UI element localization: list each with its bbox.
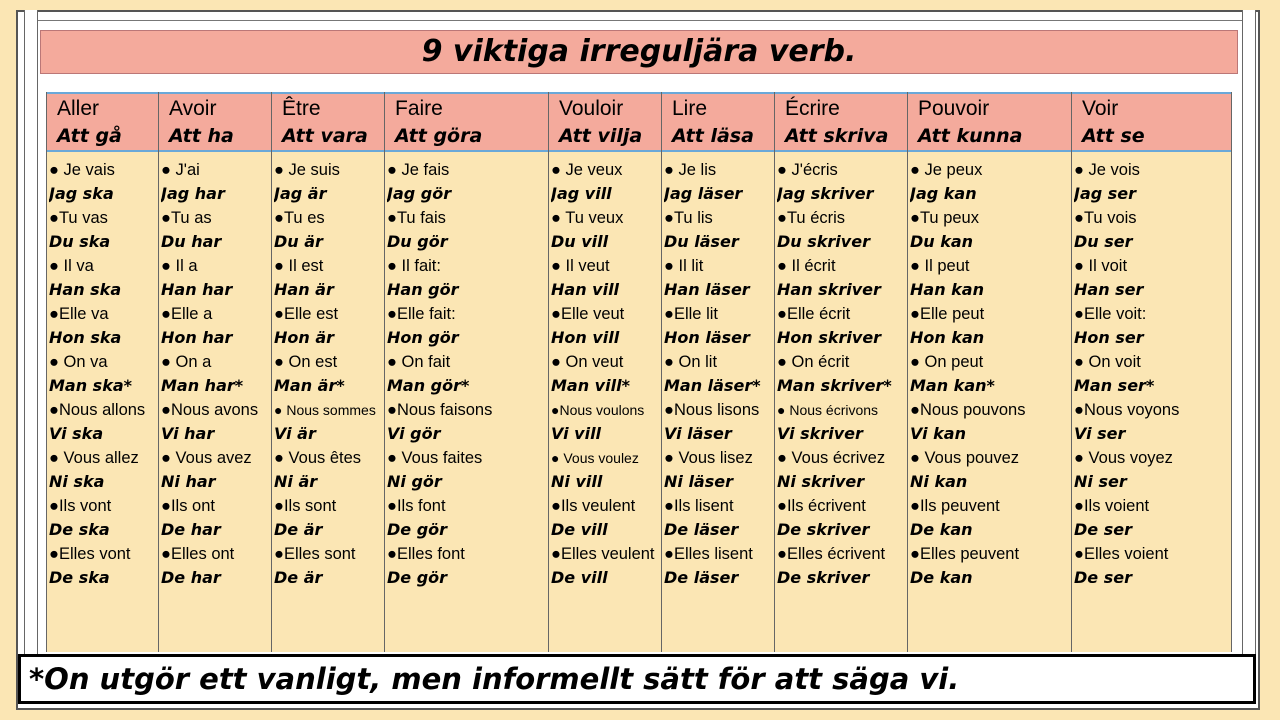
french-form: ●Nous avons [161, 401, 259, 419]
french-form: ● Je peux [910, 161, 983, 179]
swedish-form: De ser [1074, 568, 1132, 587]
french-form: ● Nous écrivons [777, 402, 879, 418]
verb-column [549, 92, 662, 652]
swedish-form: Ni ser [1074, 472, 1127, 491]
french-form: ●Elles sont [274, 545, 356, 563]
french-form: ●Ils font [387, 497, 446, 515]
verb-header [908, 92, 1071, 152]
verb-column [1072, 92, 1232, 652]
french-form: ● Vous voyez [1074, 449, 1173, 467]
swedish-form: Ni vill [551, 472, 603, 491]
swedish-form: Hon är [274, 328, 335, 347]
swedish-form: Man läser* [664, 376, 761, 395]
french-form: ●Elle veut [551, 305, 625, 323]
swedish-form: De ser [1074, 520, 1132, 539]
swedish-form: Ni kan [910, 472, 968, 491]
french-form: ● Vous lisez [664, 449, 753, 467]
french-form: ● Il voit [1074, 257, 1128, 275]
swedish-form: Du skriver [777, 232, 870, 251]
french-form: ●Tu as [161, 209, 212, 227]
french-form: ●Nous faisons [387, 401, 493, 419]
french-form: ● On va [49, 353, 108, 371]
left-pillar [24, 10, 38, 680]
french-form: ● On a [161, 353, 212, 371]
french-form: ● On est [274, 353, 338, 371]
swedish-form: De skriver [777, 520, 870, 539]
swedish-form: Hon ska [49, 328, 122, 347]
verb-column [385, 92, 549, 652]
french-form: ●Tu peux [910, 209, 979, 227]
verb-french: Lire [672, 97, 708, 120]
french-form: ● Il va [49, 257, 94, 275]
french-form: ●Elle lit [664, 305, 718, 323]
french-form: ● On écrit [777, 353, 850, 371]
verb-column [272, 92, 385, 652]
french-form: ● Je veux [551, 161, 623, 179]
verb-french: Voir [1082, 97, 1119, 120]
swedish-form: Han skriver [777, 280, 881, 299]
swedish-form: De har [161, 520, 221, 539]
french-form: ● Vous avez [161, 449, 252, 467]
swedish-form: Hon har [161, 328, 233, 347]
swedish-form: Hon läser [664, 328, 750, 347]
swedish-form: De ska [49, 520, 110, 539]
swedish-form: Ni är [274, 472, 318, 491]
french-form: ● Vous pouvez [910, 449, 1020, 467]
verb-column [908, 92, 1072, 652]
french-form: ●Elles font [387, 545, 465, 563]
french-form: ●Elles vont [49, 545, 131, 563]
french-form: ●Nous lisons [664, 401, 760, 419]
verb-column [159, 92, 272, 652]
verb-french: Aller [57, 97, 100, 120]
swedish-form: Du vill [551, 232, 609, 251]
french-form: ● Je vois [1074, 161, 1140, 179]
french-form: ● Il est [274, 257, 324, 275]
swedish-form: Han är [274, 280, 334, 299]
swedish-form: Ni ska [49, 472, 105, 491]
swedish-form: Han ska [49, 280, 122, 299]
verb-french: Pouvoir [918, 97, 990, 120]
french-form: ●Elle peut [910, 305, 985, 323]
french-form: ● Il veut [551, 257, 610, 275]
french-form: ●Ils veulent [551, 497, 636, 515]
verb-column [775, 92, 908, 652]
french-form: ● Vous êtes [274, 449, 362, 467]
swedish-form: Han läser [664, 280, 750, 299]
swedish-form: Vi vill [551, 424, 602, 443]
french-form: ●Nous allons [49, 401, 146, 419]
verb-swedish: Att vilja [559, 125, 643, 147]
french-form: ●Ils sont [274, 497, 337, 515]
verb-header [1072, 92, 1231, 152]
french-form: ●Ils lisent [664, 497, 734, 515]
french-form: ● Je vais [49, 161, 115, 179]
french-form: ● On fait [387, 353, 451, 371]
french-form: ●Nous voulons [551, 402, 645, 418]
swedish-form: Hon skriver [777, 328, 882, 347]
swedish-form: Vi är [274, 424, 316, 443]
swedish-form: Du gör [387, 232, 448, 251]
right-pillar [1242, 10, 1256, 680]
french-form: ● Vous voulez [551, 450, 639, 466]
french-form: ●Elle fait: [387, 305, 456, 323]
swedish-form: Han ser [1074, 280, 1144, 299]
swedish-form: Jag ser [1074, 184, 1137, 203]
verb-column [46, 92, 159, 652]
french-form: ● Je lis [664, 161, 717, 179]
swedish-form: Jag gör [387, 184, 452, 203]
swedish-form: Du ser [1074, 232, 1133, 251]
verb-swedish: Att ha [169, 125, 234, 147]
french-form: ●Elles lisent [664, 545, 753, 563]
french-form: ●Ils peuvent [910, 497, 1000, 515]
swedish-form: Jag vill [551, 184, 612, 203]
french-form: ●Ils ont [161, 497, 215, 515]
french-form: ● On veut [551, 353, 624, 371]
swedish-form: Du läser [664, 232, 739, 251]
verb-french: Faire [395, 97, 443, 120]
french-form: ●Elles écrivent [777, 545, 886, 563]
conjugation-list [549, 152, 661, 590]
french-form: ●Tu es [274, 209, 325, 227]
swedish-form: Vi ser [1074, 424, 1126, 443]
swedish-form: De gör [387, 520, 448, 539]
swedish-form: Man är* [274, 376, 345, 395]
swedish-form: Hon kan [910, 328, 985, 347]
french-form: ● Vous écrivez [777, 449, 886, 467]
french-form: ●Elles voient [1074, 545, 1169, 563]
verb-french: Être [282, 97, 321, 120]
swedish-form: Du kan [910, 232, 974, 251]
french-form: ●Ils écrivent [777, 497, 866, 515]
swedish-form: De läser [664, 520, 739, 539]
french-form: ● Vous faites [387, 449, 483, 467]
french-form: ●Nous voyons [1074, 401, 1180, 419]
verb-swedish: Att skriva [785, 125, 889, 147]
footnote-box [18, 654, 1256, 704]
conjugation-list [662, 152, 774, 590]
french-form: ●Elle est [274, 305, 339, 323]
conjugation-list [775, 152, 907, 590]
verb-header [662, 92, 774, 152]
swedish-form: Vi skriver [777, 424, 863, 443]
conjugation-list [47, 152, 158, 590]
verb-header [159, 92, 271, 152]
title-banner [40, 30, 1238, 74]
conjugation-list [272, 152, 384, 590]
verb-table [46, 92, 1232, 652]
french-form: ●Tu lis [664, 209, 713, 227]
swedish-form: Du har [161, 232, 222, 251]
swedish-form: Hon ser [1074, 328, 1144, 347]
conjugation-list [159, 152, 271, 590]
swedish-form: Han gör [387, 280, 459, 299]
swedish-form: Jag skriver [777, 184, 874, 203]
verb-swedish: Att vara [282, 125, 368, 147]
conjugation-list [908, 152, 1071, 590]
swedish-form: Han har [161, 280, 233, 299]
swedish-form: De läser [664, 568, 739, 587]
french-form: ●Elles peuvent [910, 545, 1020, 563]
swedish-form: Ni läser [664, 472, 733, 491]
verb-header [775, 92, 907, 152]
french-form: ● Je suis [274, 161, 340, 179]
swedish-form: Man skriver* [777, 376, 892, 395]
page-title: 9 viktiga irreguljära verb. [421, 34, 857, 69]
french-form: ● J'ai [161, 161, 200, 179]
swedish-form: De skriver [777, 568, 870, 587]
verb-french: Avoir [169, 97, 217, 120]
swedish-form: De har [161, 568, 221, 587]
swedish-form: Man kan* [910, 376, 995, 395]
swedish-form: Du ska [49, 232, 111, 251]
verb-swedish: Att göra [395, 125, 483, 147]
french-form: ●Elle va [49, 305, 109, 323]
french-form: ●Tu vois [1074, 209, 1137, 227]
verb-swedish: Att se [1082, 125, 1145, 147]
french-form: ● Je fais [387, 161, 450, 179]
swedish-form: Jag ska [49, 184, 114, 203]
swedish-form: Man gör* [387, 376, 470, 395]
swedish-form: Du är [274, 232, 323, 251]
french-form: ●Ils vont [49, 497, 112, 515]
french-form: ●Elle a [161, 305, 213, 323]
swedish-form: Man vill* [551, 376, 630, 395]
swedish-form: De är [274, 520, 323, 539]
swedish-form: Vi har [161, 424, 215, 443]
french-form: ●Elle écrit [777, 305, 851, 323]
french-form: ● Tu veux [551, 209, 624, 227]
french-form: ●Tu écris [777, 209, 846, 227]
swedish-form: De gör [387, 568, 448, 587]
french-form: ● On peut [910, 353, 984, 371]
swedish-form: De vill [551, 568, 608, 587]
swedish-form: Man har* [161, 376, 244, 395]
swedish-form: De kan [910, 568, 973, 587]
verb-column [662, 92, 775, 652]
french-form: ●Elles ont [161, 545, 235, 563]
french-form: ●Tu fais [387, 209, 446, 227]
french-form: ● Nous sommes [274, 402, 376, 418]
verb-header [272, 92, 384, 152]
swedish-form: Hon gör [387, 328, 459, 347]
french-form: ● J'écris [777, 161, 838, 179]
swedish-form: De ska [49, 568, 110, 587]
swedish-form: Jag har [161, 184, 225, 203]
french-form: ● Vous allez [49, 449, 139, 467]
verb-header [549, 92, 661, 152]
swedish-form: Vi kan [910, 424, 966, 443]
swedish-form: De är [274, 568, 323, 587]
footnote-text: *On utgör ett vanligt, men informellt sätt för att säga vi. [29, 662, 960, 696]
swedish-form: Man ser* [1074, 376, 1155, 395]
conjugation-list [385, 152, 548, 590]
french-form: ● On lit [664, 353, 718, 371]
swedish-form: Hon vill [551, 328, 620, 347]
swedish-form: Han vill [551, 280, 620, 299]
swedish-form: De vill [551, 520, 608, 539]
swedish-form: Vi ska [49, 424, 104, 443]
swedish-form: Vi gör [387, 424, 441, 443]
french-form: ● Il lit [664, 257, 704, 275]
swedish-form: Man ska* [49, 376, 133, 395]
verb-header [47, 92, 158, 152]
swedish-form: De kan [910, 520, 973, 539]
french-form: ●Nous pouvons [910, 401, 1026, 419]
swedish-form: Jag läser [664, 184, 743, 203]
verb-swedish: Att gå [57, 125, 122, 147]
verb-french: Écrire [785, 97, 840, 120]
swedish-form: Ni gör [387, 472, 442, 491]
french-form: ●Elle voit: [1074, 305, 1147, 323]
swedish-form: Han kan [910, 280, 984, 299]
verb-header [385, 92, 548, 152]
french-form: ● Il peut [910, 257, 970, 275]
french-form: ●Elles veulent [551, 545, 655, 563]
french-form: ●Ils voient [1074, 497, 1150, 515]
conjugation-list [1072, 152, 1231, 590]
french-form: ●Tu vas [49, 209, 108, 227]
swedish-form: Jag kan [910, 184, 977, 203]
verb-french: Vouloir [559, 97, 624, 120]
swedish-form: Ni skriver [777, 472, 865, 491]
french-form: ● Il écrit [777, 257, 836, 275]
french-form: ● Il fait: [387, 257, 441, 275]
swedish-form: Vi läser [664, 424, 732, 443]
swedish-form: Ni har [161, 472, 216, 491]
verb-swedish: Att kunna [918, 125, 1023, 147]
swedish-form: Jag är [274, 184, 327, 203]
french-form: ● On voit [1074, 353, 1141, 371]
verb-swedish: Att läsa [672, 125, 754, 147]
french-form: ● Il a [161, 257, 198, 275]
